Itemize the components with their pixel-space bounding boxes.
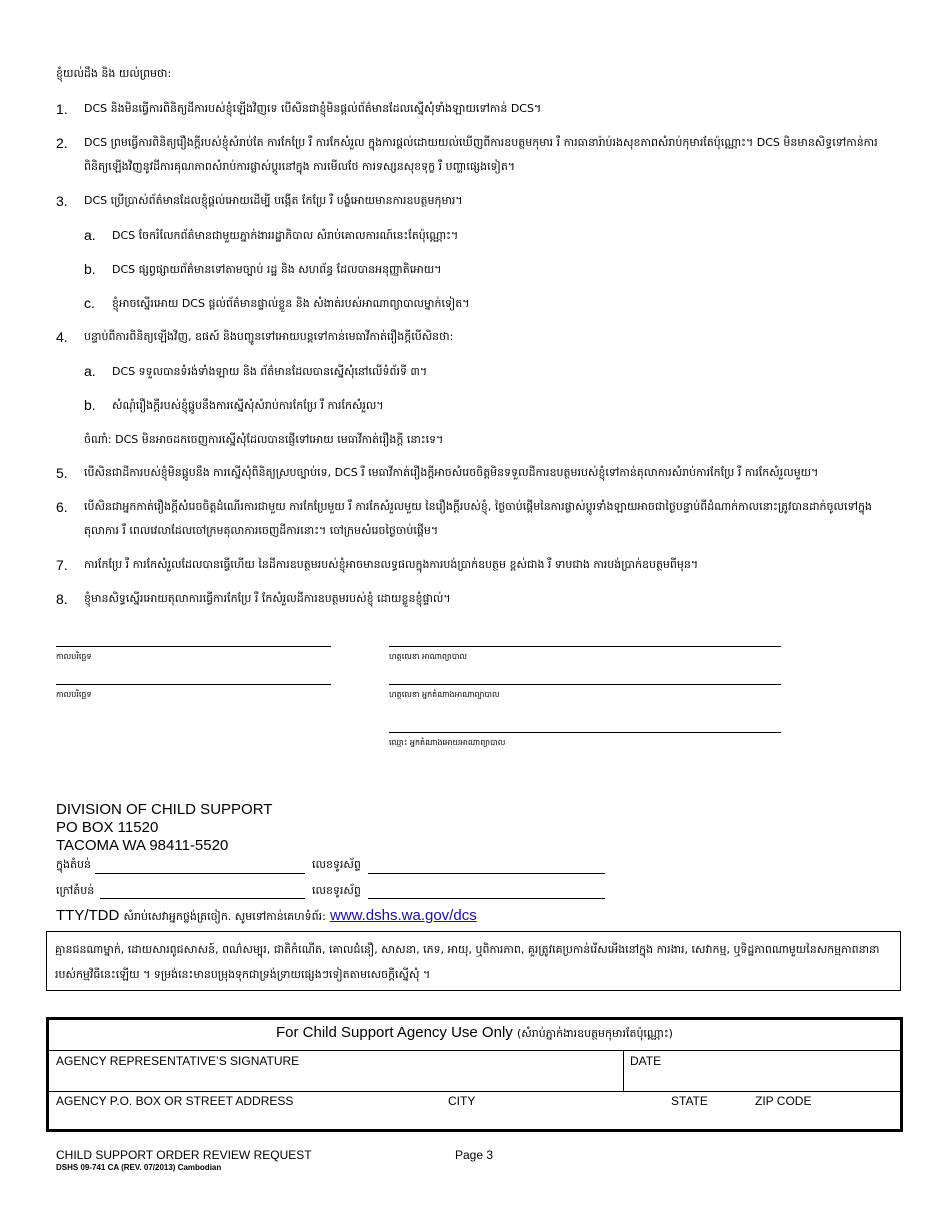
agency-city-field[interactable]: CITY: [448, 1094, 476, 1108]
item-4a-letter: a.: [84, 363, 96, 379]
item-4b-letter: b.: [84, 397, 96, 413]
item-3a-text: DCS ចែករំលែកព័ត៌មានជាមួយភ្នាក់ងាររដ្ឋាភិបាល សំរាប់គោលការណ៍នេះតែប៉ុណ្ណោះ។: [112, 229, 459, 242]
local-phone-label: លេខទូរស័ព្ទ: [312, 858, 361, 871]
form-number: DSHS 09-741 CA (REV. 07/2013) Cambodian: [56, 1163, 222, 1172]
item-4-note: ចំណាំ: DCS មិនអាចដកចេញការស្នើសុំដែលបានផ្ញើទៅអោយ មេធាវីកាត់រឿងក្តី នោះទេ។: [84, 433, 444, 446]
agency-title-en: For Child Support Agency Use Only: [276, 1024, 513, 1041]
item-1-text: DCS និងមិនធ្វើការពិនិត្យដីការបស់ខ្ញុំឡើងវិញទេ បើសិនជាខ្ញុំមិនផ្តល់ព័ត៌មានដែលស្នើសុំទាំងឡាយទៅកាន់ DCS។: [84, 102, 542, 115]
rep-name-label: ឈ្មោះ អ្នកតំណាងអោយអាណាព្យាបាល: [389, 738, 506, 747]
item-1-number: 1.: [56, 101, 68, 117]
item-8-number: 8.: [56, 591, 68, 607]
toll-free-phone-line[interactable]: [368, 898, 605, 899]
item-3c-text: ខ្ញុំអាចស្នើរអោយ DCS ផ្តល់ព័ត៌មានផ្ទាល់ខ្លួន និង សំងាត់របស់អាណាព្យាបាលម្នាក់ទៀត។: [112, 297, 470, 310]
page-number: Page 3: [455, 1148, 494, 1162]
item-6-text: បើសិនជាអ្នកកាត់រឿងក្តីសំរេចចិត្តដំណើរការជាមួយ ការកែប្រែមួយ រឺ ការកែសំរួលមួយ នៃរឿងក្តីរបស់ខ្ញុំ, ថ្ងៃចាប់ផ្តើមនៃការផ្លាស់ប្តូរទាំងឡាយអាចជាថ្ងៃបន្ទាប់ពីដំណាក់កាលនោះត្រូវបានដាក់ចូលទៅក្នុងតុលាការ រឺ ពេលវេលាដែលចៅក្រមតុលាការចេញដីការនោះ។ ចៅក្រមសំរេចថ្ងៃចាប់ផ្តើម។: [84, 500, 872, 537]
local-phone-line[interactable]: [368, 873, 605, 874]
item-4-number: 4.: [56, 329, 68, 345]
agency-box-title: [49, 1024, 900, 1043]
item-3b-text: DCS ផ្សព្វផ្សាយព័ត៌មានទៅតាមច្បាប់ រដ្ឋ និង សហព័ន្ធ ដែលបានអនុញ្ញាតិអោយ។: [112, 263, 442, 276]
agency-rep-signature-field[interactable]: AGENCY REPRESENTATIVE’S SIGNATURE: [56, 1054, 300, 1068]
parent-signature-label: ហត្ថលេខា អាណាព្យាបាល: [389, 652, 468, 661]
tty-text: សំរាប់សេវាអ្នកថ្លង់ត្រចៀក. សូមទៅកាន់គេហទំព័រ:: [123, 910, 326, 923]
item-2-number: 2.: [56, 135, 68, 151]
intro-text: ខ្ញុំយល់ដឹង និង យល់ព្រមថា:: [56, 67, 172, 80]
rep-name-line[interactable]: [389, 732, 781, 733]
item-3b-letter: b.: [84, 261, 96, 277]
item-4-text: បន្ទាប់ពីការពិនិត្យឡើងវិញ, ឧផស៍ និងបញ្ជូនទៅអោយបន្តទៅកាន់មេធាវីកាត់រឿងក្តីបើសិនថា:: [84, 330, 454, 343]
date-column-divider: [623, 1050, 624, 1091]
address-line-3: TACOMA WA 98411-5520: [56, 837, 229, 854]
agency-use-box: [46, 1017, 903, 1132]
agency-state-field[interactable]: STATE: [671, 1094, 708, 1108]
item-4a-text: DCS ទទួលបានទំរង់ទាំងឡាយ និង ព័ត៌មានដែលបានស្នើសុំនៅលើទំព័រទី ៣។: [112, 365, 428, 378]
tty-line: [56, 907, 477, 926]
row-divider-1: [49, 1050, 900, 1051]
date-line-1[interactable]: [56, 646, 331, 647]
rep-signature-line[interactable]: [389, 684, 781, 685]
item-5-text: បើសិនជាដីការបស់ខ្ញុំមិនផ្គូបនឹង ការស្នើសុំពិនិត្យស្របច្បាប់ទេ, DCS រឺ មេធាវីកាត់រឿងក្តីអាចសំរេចចិត្តមិនទទួលដីការឧបត្ថមរបស់ខ្ញុំទៅកាន់តុលាការសំរាប់ការកែប្រែ រឺ ការកែសំរួលមួយ។: [84, 466, 819, 479]
agency-address-field[interactable]: AGENCY P.O. BOX OR STREET ADDRESS: [56, 1094, 294, 1108]
item-3-number: 3.: [56, 193, 68, 209]
local-area-line[interactable]: [95, 873, 305, 874]
local-label: ក្នុងតំបន់: [56, 858, 91, 871]
item-4b-text: សំណុំរឿងក្តីរបស់ខ្ញុំផ្គូបនឹងការស្នើសុំសំរាប់ការកែប្រែ រឺ ការកែសំរួល។: [112, 399, 384, 412]
agency-zip-field[interactable]: ZIP CODE: [755, 1094, 812, 1108]
item-7-number: 7.: [56, 557, 68, 573]
date-line-2[interactable]: [56, 684, 331, 685]
toll-free-phone-label: លេខទូរស័ព្ទ: [312, 884, 361, 897]
row-divider-2: [49, 1091, 900, 1092]
item-2-text: DCS ព្រមធ្វើការពិនិត្យរឿងក្តីរបស់ខ្ញុំសំរាប់តែ ការកែប្រែ រឺ ការកែសំរួល ក្នុងការផ្តល់ដោយយល់ឃើញពីការឧបត្ថមកុមារ រឺ ការធានារ៉ាប់រងសុខភាពសំរាប់កុមារតែប៉ុណ្ណោះ។ DCS មិនមានសិទ្ធទៅកាន់ការពិនិត្យឡើងវិញនូវដីការគុណភាពសំរាប់ការផ្លាស់ប្តូរនៅក្នុង ការមើលថែ ការទស្សនសុខទុក្ខ រឺ បញ្ហាផ្សេងទៀត។: [84, 136, 878, 173]
tty-label: TTY/TDD: [56, 907, 120, 924]
item-7-text: ការកែប្រែ រឺ ការកែសំរួលដែលបានធ្វើហើយ នៃដីការឧបត្ថមរបស់ខ្ញុំអាចមានលទ្ធផលក្នុងការបង់ប្រាក់ឧបត្ថម ខ្ពស់ជាង រឺ ទាបជាង ការបង់ប្រាក់ឧបត្ថមពីមុន។: [84, 558, 699, 571]
toll-free-label: ក្រៅតំបន់: [56, 884, 95, 897]
form-title: CHILD SUPPORT ORDER REVIEW REQUEST: [56, 1148, 312, 1162]
parent-signature-line[interactable]: [389, 646, 781, 647]
date-label-2: កាលបរិច្ឆេទ: [56, 690, 92, 699]
item-3a-letter: a.: [84, 227, 96, 243]
address-line-2: PO BOX 11520: [56, 819, 159, 836]
agency-title-km: (សំរាប់ភ្នាក់ងារឧបត្ថមកុមារតែប៉ុណ្ណោះ): [516, 1027, 673, 1040]
item-3-text: DCS ប្រើប្រាស់ព័ត៌មានដែលខ្ញុំផ្តល់អោយដើម្បី បង្កើត កែប្រែ រឺ បង្ខំអោយមានការឧបត្ថមកុមារ។: [84, 194, 463, 207]
date-label-1: កាលបរិច្ឆេទ: [56, 652, 92, 661]
item-3c-letter: c.: [84, 295, 95, 311]
item-5-number: 5.: [56, 465, 68, 481]
nondiscrimination-statement: គ្មានជនណាម្នាក់, ដោយសារពូជសាសន៍, ពណ៌សម្បុរ, ជាតិកំណើត, គោលជំនឿ, សាសនា, ភេទ, អាយុ, ឬពិការភាព, គួរត្រូវគេប្រកាន់រើសអើងនៅក្នុង ការងារ, សេវាកម្ម, ឬទិដ្ឋភាពណាមួយនៃសកម្មភាពនានារបស់កម្មវិធីនេះឡើយ ។ ទម្រង់នេះមានបម្រុងទុកជាទ្រង់ទ្រាយផ្សេងៗទៀតតាមសេចក្តីស្នើសុំ ។: [46, 931, 901, 991]
address-line-1: DIVISION OF CHILD SUPPORT: [56, 801, 273, 818]
item-8-text: ខ្ញុំមានសិទ្ធស្នើរអោយតុលាការធ្វើការកែប្រែ រឺ កែសំរួលដីការឧបត្ថមរបស់ខ្ញុំ ដោយខ្លួនខ្ញុំផ្ទាល់។: [84, 592, 451, 605]
agency-date-field[interactable]: DATE: [630, 1054, 662, 1068]
dcs-website-link[interactable]: www.dshs.wa.gov/dcs: [329, 907, 477, 924]
item-6-number: 6.: [56, 499, 68, 515]
toll-free-area-line[interactable]: [100, 898, 305, 899]
rep-signature-label: ហត្ថលេខា អ្នកតំណាងអាណាព្យាបាល: [389, 690, 500, 699]
